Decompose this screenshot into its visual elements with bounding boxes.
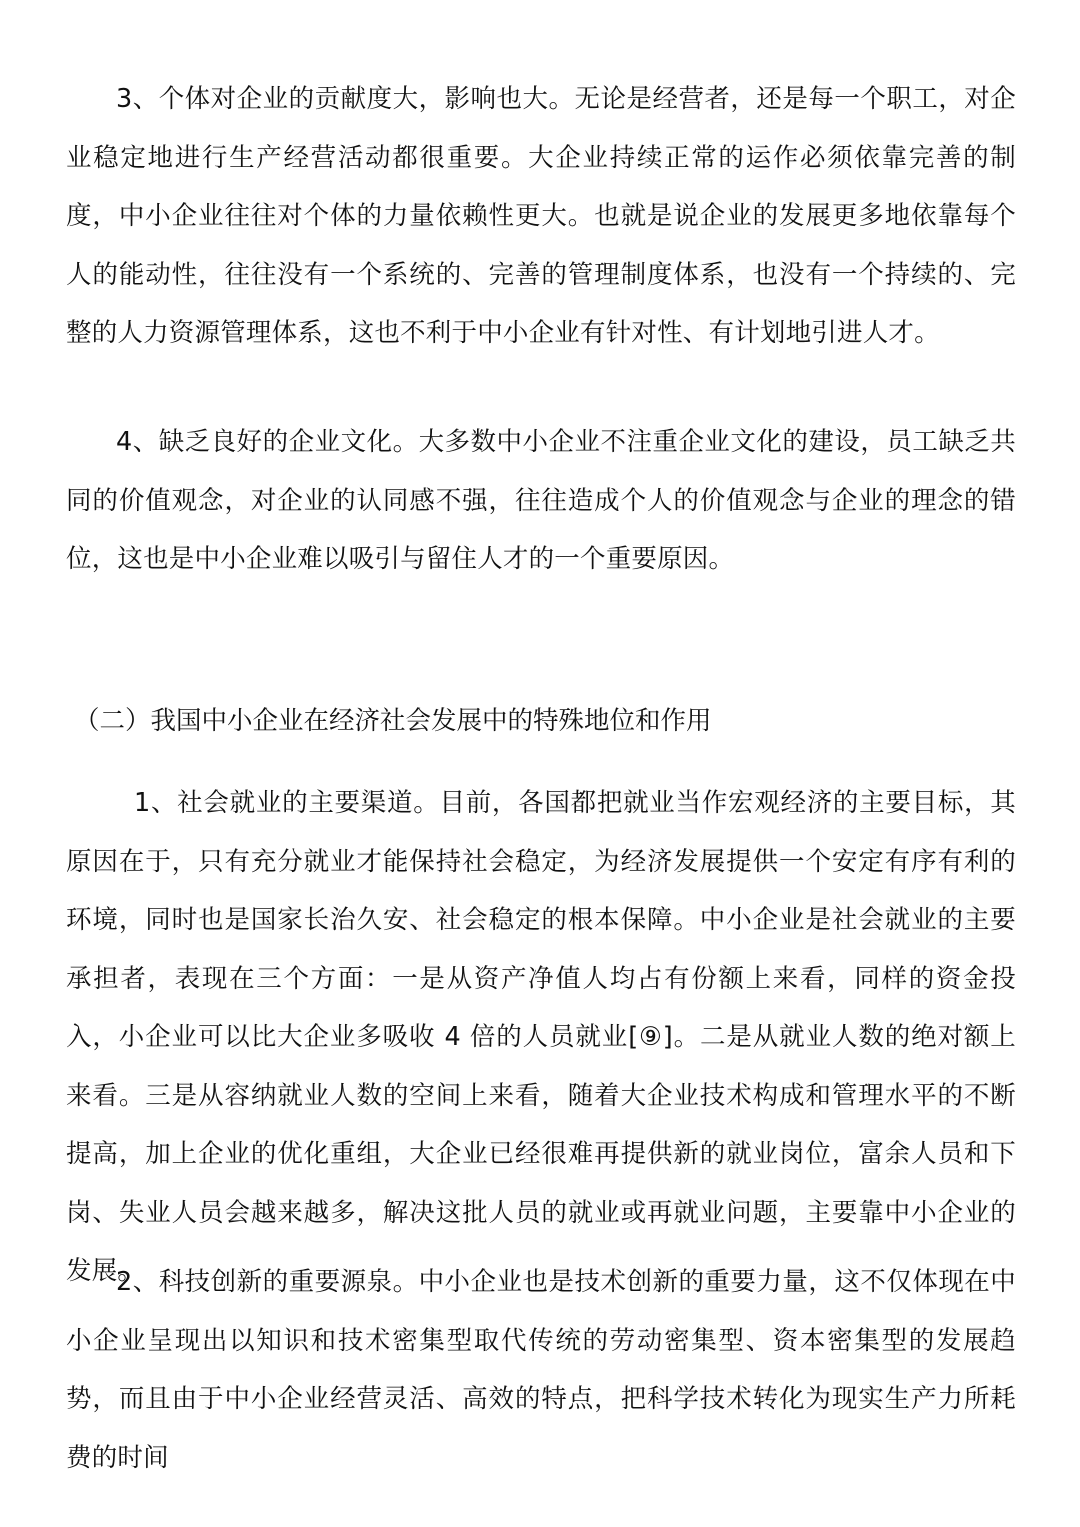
paragraph-corporate-culture: 4、缺乏良好的企业文化。大多数中小企业不注重企业文化的建设，员工缺乏共同的价值观念，对企业的认同感不强，往往造成个人的价值观念与企业的理念的错位，这也是中小企业难以吸引与留住人才的一个重要原因。: [66, 427, 1016, 574]
paragraph-innovation-source: 2、科技创新的重要源泉。中小企业也是技术创新的重要力量，这不仅体现在中小企业呈现出以知识和技术密集型取代传统的劳动密集型、资本密集型的发展趋势，而且由于中小企业经营灵活、高效的特点，把科学技术转化为现实生产力所耗费的时间: [66, 1267, 1016, 1473]
paragraph-individual-contribution: 3、个体对企业的贡献度大，影响也大。无论是经营者，还是每一个职工，对企业稳定地进行生产经营活动都很重要。大企业持续正常的运作必须依靠完善的制度，中小企业往往对个体的力量依赖性更大。也就是说企业的发展更多地依靠每个人的能动性，往往没有一个系统的、完善的管理制度体系，也没有一个持续的、完整的人力资源管理体系，这也不利于中小企业有针对性、有计划地引进人才。: [66, 84, 1016, 348]
section-heading: （二）我国中小企业在经济社会发展中的特殊地位和作用: [74, 706, 712, 736]
paragraph-employment-channel: 1、社会就业的主要渠道。目前，各国都把就业当作宏观经济的主要目标，其原因在于，只有充分就业才能保持社会稳定，为经济发展提供一个安定有序有利的环境，同时也是国家长治久安、社会稳定的根本保障。中小企业是社会就业的主要承担者，表现在三个方面：一是从资产净值人均占有份额上来看，同样的资金投入，小企业可以比大企业多吸收 4 倍的人员就业[⑨]。二是从就业人数的绝对额上来看。三是从容纳就业人数的空间上来看，随着大企业技术构成和管理水平的不断提高，加上企业的优化重组，大企业已经很难再提供新的就业岗位，富余人员和下岗、失业人员会越来越多，解决这批人员的就业或再就业问题，主要靠中小企业的发展。: [66, 788, 1016, 1286]
